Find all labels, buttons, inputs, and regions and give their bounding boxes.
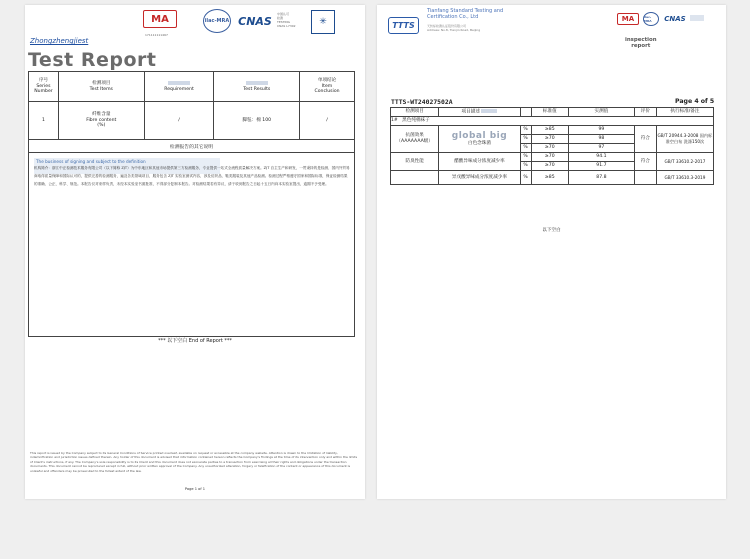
notes-body: 机构简介：浙江中正检测技术服务有限公司（以下简称 ZJT）为中东地区和其他市场提供第三方检测服务，专业提供一站式全流程质量解决方案。ZJT 自主生产和研发，一贯秉持的是检测、国内外贸易商取得质量保障和国际认可的，提供完善的检测服务，遍及各类领域项目，服务包含 ZJT 实验室测试内容，涉及纺织品、鞋类服装及其他产品检测。检测过程严格遵守国家和国际标准，保证检测结果的准确、公正、科学、规范。本报告仅对来样负责，未经本实验室书面批准，不得部分复制本报告。对检测结果若有异议，请于收到报告之日起十五日内向本实验室提出，逾期不予受理。 <box>34 166 350 187</box>
company-name: Tianfang Standard Testing and Certification Co., Ltd <box>427 8 504 20</box>
table-row: 抗菌效果 （AAAAAAA级） global big 白色念珠菌 % ≥85 99 符合 GB/T 20944.3-2008 国内标准空白布 洗涤150次 <box>391 126 714 135</box>
ttts-logo: TTTS <box>388 17 419 34</box>
cell-result: 脚毡：棉 100 <box>214 102 300 140</box>
cma-logo-small: MA <box>617 13 639 25</box>
page-number: Page 1 of 1 <box>184 487 206 491</box>
cell-desc-acetic: 醋酸异味成分浓度减少率 <box>439 153 520 171</box>
cell-item: 纤维含量 Fibre content (%) <box>58 102 144 140</box>
header-measured: 实测值 <box>568 108 634 117</box>
table-row: % ≥70 98 <box>391 135 714 144</box>
header-series: 序号 Series Number <box>29 72 59 102</box>
cell-desc-bacteria: global big 白色念珠菌 <box>439 126 520 153</box>
report-number: TTTS-WT24027502A <box>391 98 453 106</box>
cma-logo: MA <box>143 10 177 28</box>
notes-section <box>28 139 355 337</box>
table-header-row <box>29 72 355 102</box>
cell-number: 1 <box>29 102 59 140</box>
cnas-logo: CNAS <box>238 14 272 28</box>
table-row: 防臭性能 醋酸异味成分浓度减少率 % ≥70 94.1 符合 GB/T 33610.2-2017 <box>391 153 714 162</box>
header-requirement: Requirement <box>144 72 214 102</box>
header-test-items: 检测项目 Test Items <box>58 72 144 102</box>
table-row: 异戊酸异味成分浓度减少率 % ≥85 87.8 GB/T 33610.3-2019 <box>391 171 714 185</box>
cell-deodorant: 防臭性能 <box>391 153 439 171</box>
header-evaluation: 评价 <box>634 108 656 117</box>
inspection-report-page <box>377 5 726 499</box>
watermark-text: Zhongzhengjiest <box>30 37 89 45</box>
header-item: 检测项目 <box>391 108 439 117</box>
accreditation-emblem: ✳ <box>311 10 335 34</box>
test-report-page <box>25 5 365 499</box>
header-standard-value: 标准值 <box>531 108 568 117</box>
fine-print: This report is issued by the Company subject to its General Conditions of Service printed overleaf, available on request or accessible at the company website. Attention is drawn to the limitation of liability, indemnification and jurisdiction issues defined therein. Any holder of this document is advised that information contained hereon reflects the Company's findings at the time of its intervention only and within the limits of Client's instructions, if any. The Company's sole responsibility is to its Client and this document does not exonerate parties to a transaction from exercising all their rights and obligations under the transaction documents. This document cannot be reproduced except in full, without prior written approval of the Company. Any unauthorized alteration, forgery or falsification of the content or appearance of this document is unlawful and offenders may be prosecuted to the fullest extent of the law. <box>30 451 358 473</box>
cell-antibacterial: 抗菌效果 （AAAAAAA级） <box>391 126 439 153</box>
cell-eval: 符合 <box>634 126 656 153</box>
table-row <box>29 102 355 140</box>
cell-conclusion: / <box>300 102 355 140</box>
inspection-report-label: inspection report <box>625 37 657 50</box>
highlight-text: The business of signing and subject to the definition <box>36 159 146 164</box>
ilac-mra-logo: ilac-MRA <box>203 9 231 33</box>
blurred-mark <box>690 15 704 21</box>
header-exec-standard: 执行标准/备注 <box>656 108 713 117</box>
test-results-table <box>28 71 355 140</box>
cell-standard: GB/T 20944.3-2008 国内标准空白布 洗涤150次 <box>656 126 713 153</box>
page-title: Test Report <box>28 49 157 71</box>
ilac-logo-small: ilac-MRA <box>643 12 659 26</box>
cell-desc-isovaleric: 异戊酸异味成分浓度减少率 <box>439 171 520 185</box>
table-header-row <box>391 108 714 117</box>
notes-title: 检测报告的其它说明 <box>169 145 214 150</box>
cnas-logo-small: CNAS <box>664 15 686 23</box>
header-desc: 项目描述 <box>439 108 520 117</box>
inspection-results-table <box>390 107 714 185</box>
page-indicator: Page 4 of 5 <box>675 98 715 105</box>
end-of-report: *** 以下空白 End of Report *** <box>158 338 232 344</box>
header-conclusion: 单项结论 Item Conclusion <box>300 72 355 102</box>
table-row: % ≥70 97 <box>391 144 714 153</box>
cnas-caption: 中国认可 检测 TESTING CNAS L7302 <box>277 12 296 28</box>
table-row: % ≥70 91.7 <box>391 162 714 171</box>
cma-number: 171111111467 <box>145 33 168 37</box>
header-test-results: Test Results <box>214 72 300 102</box>
table-row: 1# 黑色纯棉袜子 <box>391 117 714 126</box>
company-address: 天纺标检测认证股份有限公司 Address: No.8, Tianjin Road, Beijing <box>427 24 481 32</box>
end-of-report-right: 以下空白 <box>542 228 561 233</box>
cell-requirement: / <box>144 102 214 140</box>
